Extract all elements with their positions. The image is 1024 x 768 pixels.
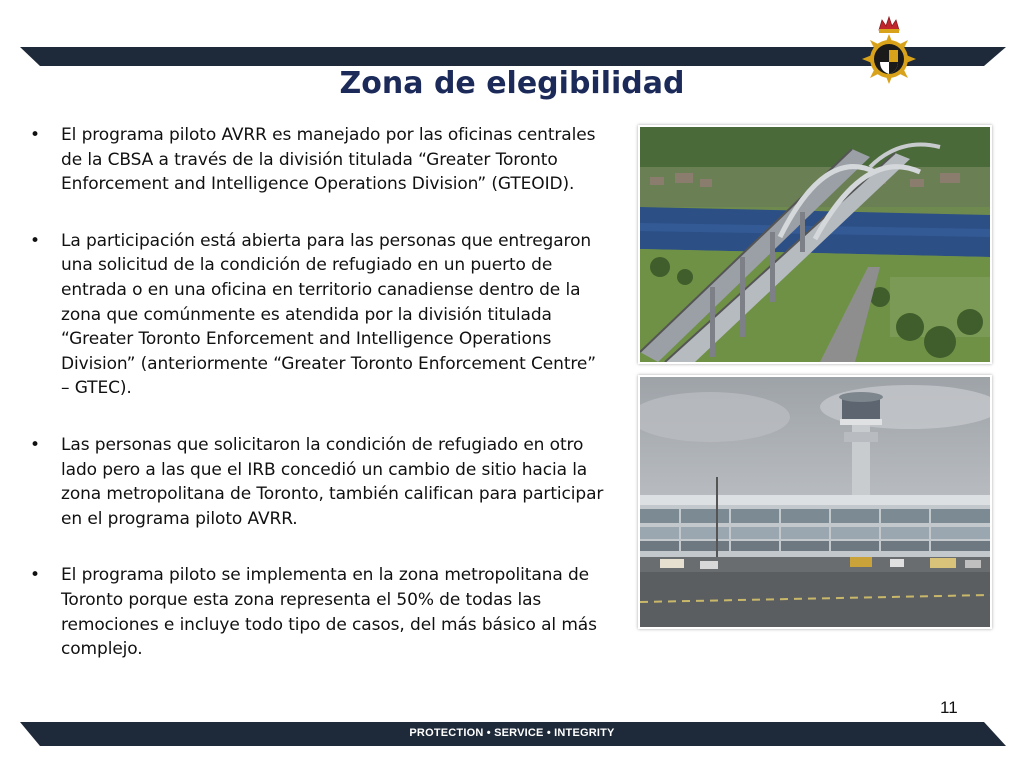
bullet-item: • La participación está abierta para las personas que entregaron una solicitud de la condición de refugiado en un puerto de entrada o en una oficina en territorio canadiense dentro de la zona que comúnmente es atendida por la división titulada “Greater Toronto Enforcement and Intelligence Operations Division” (anteriormente “Greater Toronto Enforcement Centre” – GTEC). — [26, 229, 606, 401]
page-number: 11 — [940, 698, 958, 717]
bullet-item: • El programa piloto se implementa en la zona metropolitana de Toronto porque esta zona representa el 50% de todas las remociones e incluye todo tipo de casos, del más básico al más complejo. — [26, 563, 606, 661]
airport-photo — [638, 375, 992, 629]
bullet-item: • El programa piloto AVRR es manejado por las oficinas centrales de la CBSA a través de la división titulada “Greater Toronto Enforcement and Intelligence Operations Division” (GTEOID). — [26, 123, 606, 197]
bullet-item: • Las personas que solicitaron la condición de refugiado en otro lado pero a las que el IRB concedió un cambio de sitio hacia la zona metropolitana de Toronto, también califican para participar en el programa piloto AVRR. — [26, 433, 606, 531]
bullet-list — [26, 123, 606, 694]
footer-motto: PROTECTION • SERVICE • INTEGRITY — [409, 727, 615, 739]
slide-title: Zona de elegibilidad — [339, 66, 685, 101]
bridge-photo — [638, 125, 992, 364]
